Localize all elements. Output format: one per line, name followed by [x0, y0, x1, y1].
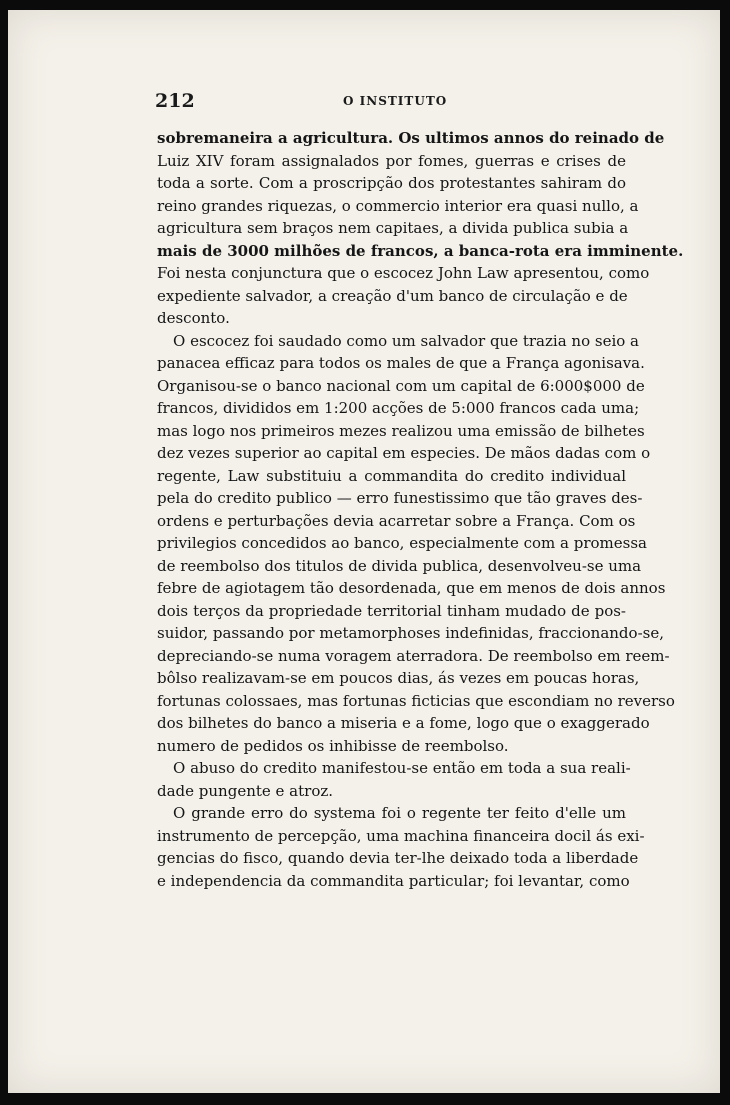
- text-line: pela do credito publico — erro funestissimo que tão graves des-: [157, 489, 643, 507]
- text-line: O grande erro do systema foi o regente ter feito d'elle um: [173, 804, 626, 822]
- text-line: desconto.: [157, 309, 230, 327]
- text-line: francos, divididos em 1:200 acções de 5:000 francos cada uma;: [157, 399, 640, 417]
- text-line: agricultura sem braços nem capitaes, a divida publica subia a: [157, 219, 629, 237]
- text-line: privilegios concedidos ao banco, especialmente com a promessa: [157, 534, 647, 552]
- page-header: [155, 90, 625, 116]
- text-line: ordens e perturbações devia acarretar sobre a França. Com os: [157, 511, 636, 530]
- text-line: dez vezes superior ao capital em especies. De mãos dadas com o: [157, 444, 651, 462]
- text-line: gencias do fisco, quando devia ter-lhe deixado toda a liberdade: [157, 849, 639, 867]
- text-line: fortunas colossaes, mas fortunas ficticias que escondiam no reverso: [157, 691, 675, 710]
- text-line: numero de pedidos os inhibisse de reembolso.: [157, 736, 509, 755]
- text-line: febre de agiotagem tão desordenada, que em menos de dois annos: [157, 579, 666, 597]
- text-line: de reembolso dos titulos de divida publica, desenvolveu-se uma: [157, 556, 642, 575]
- text-line: instrumento de percepção, uma machina financeira docil ás exi-: [157, 826, 645, 845]
- text-line: sobremaneira a agricultura. Os ultimos annos do reinado de: [157, 129, 665, 147]
- text-line: dade pungente e atroz.: [157, 781, 334, 800]
- text-line: reino grandes riquezas, o commercio interior era quasi nullo, a: [157, 196, 639, 215]
- text-line: toda a sorte. Com a proscripção dos protestantes sahiram do: [157, 174, 626, 192]
- running-title: O INSTITUTO: [343, 94, 448, 108]
- text-line: Organisou-se o banco nacional com um capital de 6:000$000 de: [157, 376, 645, 395]
- text-line: Luiz XIV foram assignalados por fomes, guerras e crises de: [157, 151, 626, 170]
- text-line: mais de 3000 milhões de francos, a banca-rota era imminente.: [157, 241, 684, 260]
- body-text: [157, 127, 684, 892]
- text-line: dos bilhetes do banco a miseria e a fome, logo que o exaggerado: [157, 714, 650, 732]
- text-line: suidor, passando por metamorphoses indefinidas, fraccionando-se,: [157, 624, 664, 642]
- text-line: mas logo nos primeiros mezes realizou uma emissão de bilhetes: [157, 421, 645, 440]
- page-number: 212: [155, 90, 195, 112]
- text-line: O abuso do credito manifestou-se então em toda a sua reali-: [173, 759, 631, 777]
- text-line: e independencia da commandita particular; foi levantar, como: [157, 871, 630, 890]
- text-line: O escocez foi saudado como um salvador que trazia no seio a: [173, 331, 639, 350]
- text-line: bôlso realizavam-se em poucos dias, ás vezes em poucas horas,: [157, 669, 640, 687]
- text-line: expediente salvador, a creação d'um banco de circulação e de: [157, 286, 628, 305]
- text-line: regente, Law substituiu a commandita do credito individual: [157, 466, 626, 485]
- text-line: panacea efficaz para todos os males de que a França agonisava.: [157, 354, 645, 372]
- text-line: dois terços da propriedade territorial tinham mudado de pos-: [157, 601, 626, 620]
- text-line: Foi nesta conjunctura que o escocez John Law apresentou, como: [157, 264, 650, 282]
- text-line: depreciando-se numa voragem aterradora. De reembolso em reem-: [157, 646, 670, 665]
